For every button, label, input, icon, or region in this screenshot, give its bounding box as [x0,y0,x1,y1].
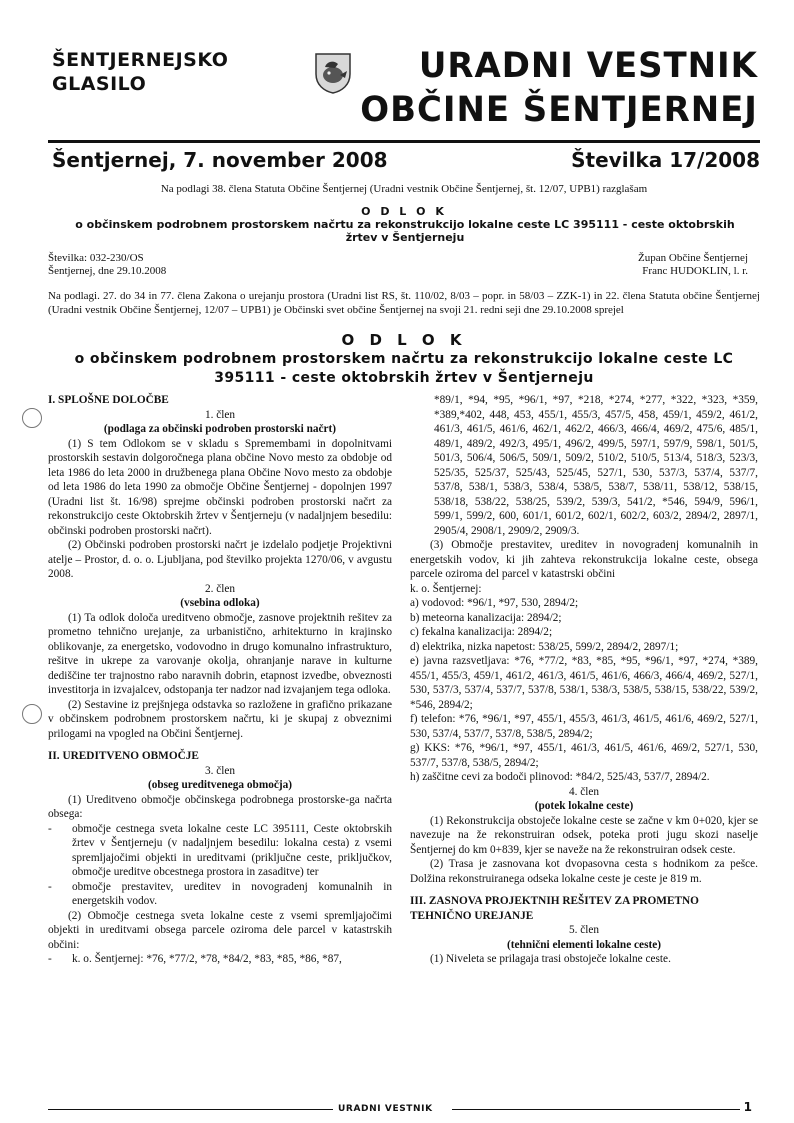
section-heading: I. SPLOŠNE DOLOČBE [48,394,169,406]
left-column [48,393,392,967]
article-number: 3. člen [204,764,236,777]
list-item: - območje prestavitev, ureditev in novogradenj komunalnih in energetskih vodov. [48,880,392,907]
list-item: - k. o. Šentjernej: *76, *77/2, *78, *84/2, *83, *85, *86, *87, [48,952,392,967]
article-number: 1. člen [204,408,236,421]
odlok-title: O D L O K [341,331,467,349]
section-heading: II. UREDITVENO OBMOČJE [48,750,199,762]
paragraph: (2) Trasa je zasnovana kot dvopasovna cesta s hodnikom za pešce. Dolžina rekonstruiranega odseka lokalne ceste je ceste je 819 m. [410,858,758,885]
article-title: (obseg ureditvenega območja) [147,779,293,791]
article-number: 5. člen [568,924,600,936]
document-number: Številka: 032-230/OS [48,252,144,264]
list-item: d) elektrika, nizka napetost: 538/25, 599/2, 2894/2, 2897/1; [410,640,679,653]
cadastral-community: k. o. Šentjernej: [410,582,482,595]
list-item-text: območje prestavitev, ureditev in novogradenj komunalnih in energetskih vodov. [72,880,392,907]
article-title: (vsebina odloka) [180,597,260,609]
paragraph: (2) Območje cestnega sveta lokalne ceste z vsemi spremljajočimi objekti in ureditvami obsega parcele oziroma dele parcel v katastrskih občini: [48,909,392,951]
preamble: Na podlagi. 27. do 34 in 77. člena Zakona o urejanju prostora (Uradni list RS, št. 110/02, 8/03 – popr. in 58/03 – ZZK-1) in 22. člena Statuta občine Šentjernej (Uradni vestnik Občine Šentjernej, 12/07 – UPB1) je Občinski svet občine Šentjernej na svoji 21. redni seji dne 29.10.2008 sprejel [48,290,760,316]
promulgation-intro: Na podlagi 38. člena Statuta Občine Šentjernej (Uradni vestnik Občine Šentjernej, št. 12/07, UPB1) razglašam [160,183,648,195]
publication-subtitle [52,48,228,96]
right-column [410,393,758,967]
list-item: f) telefon: *76, *96/1, *97, 455/1, 455/3, 461/3, 461/5, 461/6, 469/2, 527/1, 530, 537/4, 537/7, 537/8, 538/5, 2894/2; [410,713,758,740]
list-item: e) javna razsvetljava: *76, *77/2, *83, *85, *95, *96/1, *97, *274, *389, 455/1, 455/3, 459/1, 461/2, 461/3, 461/5, 461/6, 466/3, 466/4, 469/2, 527/1, 530, 537/3, 537/4, 537/7, 537/8, 538/1, 538/3, 538/5, 538/15, 538/22, 539/2, *546, 2894/2; [410,655,758,711]
subtitle-line-2: GLASILO [52,73,147,95]
spacer [410,886,758,894]
issue-date: Šentjernej, 7. november 2008 [52,148,388,172]
municipal-crest-icon [314,52,352,94]
spacer [48,741,392,749]
paragraph: (2) Občinski podroben prostorski načrt je izdelalo podjetje Projektivni atelje – Prostor, d. o. o. Ljubljana, pod številko projekta 1270/06, v avgustu 2008. [48,539,392,580]
promulgation-title: O D L O K [361,205,447,218]
promulgation-reference [48,252,166,278]
article-number: 2. člen [204,582,236,595]
footer-rule [48,1109,333,1110]
paragraph: (1) Rekonstrukcija obstoječe lokalne ceste se začne v km 0+020, kjer se navezuje na že rekonstruiran odsek, poteka proti jugu skozi naselje Šentjernej do km 0+839, kjer se naveže na že rekonstruiran odsek ceste. [410,814,758,856]
paragraph: (1) Ta odlok določa ureditveno območje, zasnove projektnih rešitev za prometno tehnično urejanje, za urbanistično, arhitekturno in krajinsko oblikovanje, za energetsko, vodovodno in drugo komunalno infrastrukturo, rešitve in ukrepe za varovanje okolja, ohranjanje narave in kulturne dediščine ter trajnostno rabo naravnih dobrin, etapnost izvedbe, obveznosti investitorja in izvajalcev, odstopanja ter nadzor nad izvajanjem tega odloka. [48,611,392,696]
paragraph: (3) Območje prestavitev, ureditev in novogradenj komunalnih in energetskih vodov, ki jih zahteva rekonstrukcija lokalne ceste, obsega parcele oziroma del parcel v katastrski občini [410,539,758,580]
article-title: (potek lokalne ceste) [534,800,634,812]
paragraph: (1) Ureditveno območje občinskega podrobnega prostorske-ga načrta obsega: [48,793,392,820]
mayor-signature [638,252,748,278]
paragraph: (2) Sestavine iz prejšnjega odstavka so razložene in grafično prikazane v občinskem podrobnem prostorskem načrtu, ki je skupaj z obveznimi prilogami na vpogled na Občini Šentjernej. [48,698,392,740]
list-item-text: k. o. Šentjernej: *76, *77/2, *78, *84/2, *83, *85, *86, *87, [72,953,342,965]
list-item: c) fekalna kanalizacija: 2894/2; [410,626,553,638]
paragraph: (1) S tem Odlokom se v skladu s Spremembami in dopolnitvami prostorskih sestavin dolgoročnega plana občine Novo mesto za obdobje od leta 1986 do leta 2000 in družbenega plana Občine Novo mesto za obdobje od leta 1986 do leta 1990 za območje Občine Šentjernej - dopolnjen 1997 (Uradni list št. 16/98) sprejme občinski podroben prostorski načrt za rekonstrukcijo ceste Oktobrskih žrtev v Šentjerneju (v nadaljnjem besedilu: občinski podroben prostorski načrt). [48,437,392,537]
footer-rule [452,1109,740,1110]
odlok-subtitle: o občinskem podrobnem prostorskem načrtu za rekonstrukcijo lokalne ceste LC 395111 - ceste oktobrskih žrtev v Šentjerneju [74,351,734,386]
subtitle-line-1: ŠENTJERNEJSKO [52,49,229,71]
title-line-2: OBČINE ŠENTJERNEJ [360,90,758,130]
document-date: Šentjernej, dne 29.10.2008 [48,265,167,277]
mayor-title: Župan Občine Šentjernej [638,252,748,264]
parcel-list: *89/1, *94, *95, *96/1, *97, *218, *274, *277, *322, *323, *359, *389,*402, 448, 453, 455/1, 455/3, 457/5, 458, 459/1, 459/2, 461/2, 461/3, 461/5, 461/6, 462/1, 462/2, 466/3, 466/4, 469/2, 475/6, 485/1, 489/1, 489/2, 492/3, 495/1, 496/2, 499/5, 597/1, 597/9, 598/1, 501/5, 501/3, 506/4, 506/5, 509/1, 509/2, 510/2, 510/5, 513/4, 518/3, 523/3, 525/35, 525/37, 525/43, 525/45, 527/1, 530, 537/3, 537/4, 537/7, 537/8, 538/1, 538/3, 538/4, 538/5, 538/7, 538/11, 538/12, 538/15, 538/18, 538/22, 538/25, 539/2, 539/3, 541/2, *546, 594/9, 596/1, 599/1, 599/2, 600, 601/1, 601/2, 602/1, 602/2, 603/2, 2894/2, 2897/1, 2905/4, 2908/1, 2909/2, 2909/3. [434,394,758,537]
punch-hole [22,704,42,724]
article-title: (podlaga za občinski podroben prostorski načrt) [103,423,337,435]
promulgation-subtitle: o občinskem podrobnem prostorskem načrtu za rekonstrukcijo lokalne ceste LC 395111 - ceste oktobrskih žrtev v Šentjerneju [75,218,735,244]
punch-hole [22,408,42,428]
footer-publication-name: URADNI VESTNIK [338,1104,433,1114]
article-number: 4. člen [568,785,600,798]
masthead-rule [48,140,760,143]
publication-title [360,44,758,132]
title-line-1: URADNI VESTNIK [418,46,758,86]
issue-number: Številka 17/2008 [571,148,760,172]
list-item: a) vodovod: *96/1, *97, 530, 2894/2; [410,597,579,609]
article-title: (tehnični elementi lokalne ceste) [506,938,662,951]
list-item: g) KKS: *76, *96/1, *97, 455/1, 461/3, 461/5, 461/6, 469/2, 527/1, 530, 537/7, 537/8, 538/5, 2894/2; [410,742,758,769]
list-item: - območje cestnega sveta lokalne ceste LC 395111, Ceste oktobrskih žrtev v Šentjerneju (v nadaljnjem besedilu: lokalna cesta) z vsemi spremljajočimi objekti in ureditvami (priključne ceste, priključkov, območje ureditve obcestnega prostora in zasaditve) ter [48,822,392,878]
page-number: 1 [743,1100,752,1114]
list-item: h) zaščitne cevi za bodoči plinovod: *84/2, 525/43, 537/7, 2894/2. [410,771,710,783]
masthead [48,38,760,138]
paragraph: (1) Niveleta se prilagaja trasi obstoječe lokalne ceste. [430,953,671,965]
list-item: b) meteorna kanalizacija: 2894/2; [410,611,562,624]
mayor-name: Franc HUDOKLIN, l. r. [642,265,748,277]
list-item-text: območje cestnega sveta lokalne ceste LC 395111, Ceste oktobrskih žrtev v Šentjerneju (v nadaljnjem besedilu: lokalna cesta) z vsemi spremljajočimi objekti in ureditvami (priključne ceste, priključkov, območje ureditve obcestnega prostora in zasaditve) ter [72,822,392,878]
section-heading: III. ZASNOVA PROJEKTNIH REŠITEV ZA PROMETNO TEHNIČNO UREJANJE [410,895,699,922]
